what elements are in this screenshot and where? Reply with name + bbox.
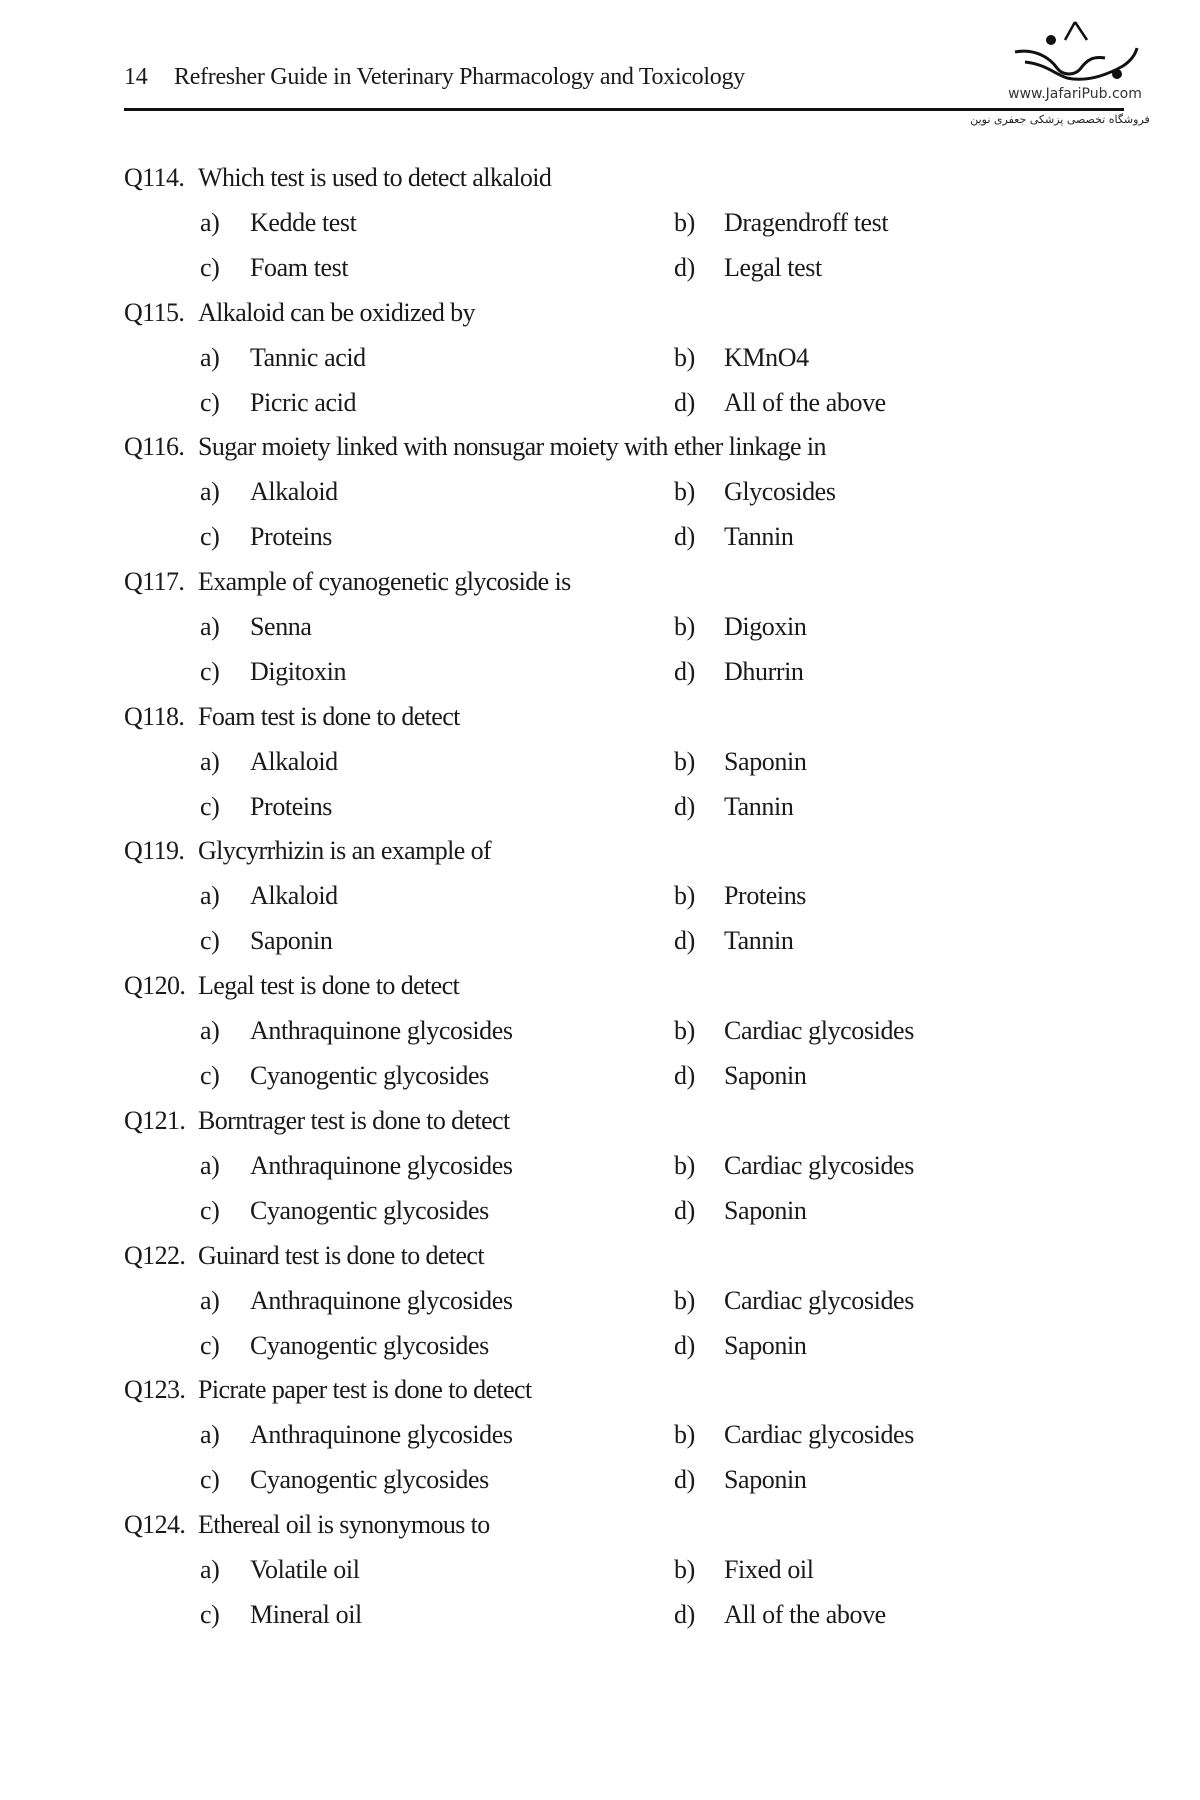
- option-row: [124, 1148, 1124, 1193]
- question-number: Q115.: [124, 297, 185, 327]
- answer-option: [200, 250, 348, 286]
- answer-option: [674, 519, 793, 555]
- question-text: Borntrager test is done to detect: [198, 1105, 510, 1135]
- option-text: Cyanogentic glycosides: [250, 1465, 489, 1495]
- option-text: Tannic acid: [250, 342, 366, 372]
- running-header: [124, 64, 745, 91]
- question-list: [124, 160, 1124, 1642]
- option-text: Proteins: [250, 791, 333, 821]
- option-label: d): [674, 1061, 695, 1091]
- option-text: Anthraquinone glycosides: [250, 1420, 513, 1450]
- option-label: a): [200, 1420, 220, 1450]
- question-stem: [124, 1507, 1124, 1552]
- option-text: Kedde test: [250, 208, 357, 237]
- option-label: b): [674, 1150, 695, 1180]
- answer-option: [200, 654, 346, 690]
- option-text: Fixed oil: [724, 1554, 814, 1584]
- option-text: Glycosides: [724, 477, 836, 507]
- question-stem: [124, 429, 1124, 474]
- option-text: Cardiac glycosides: [724, 1150, 914, 1180]
- question-stem: [124, 160, 1124, 205]
- answer-option: [200, 789, 332, 825]
- question-block: [124, 968, 1124, 1103]
- answer-option: [674, 1013, 914, 1049]
- option-row: [124, 744, 1124, 789]
- option-text: Cardiac glycosides: [724, 1016, 914, 1046]
- option-text: Dhurrin: [724, 657, 804, 687]
- option-label: a): [200, 1150, 220, 1180]
- answer-option: [200, 923, 332, 959]
- answer-option: [200, 609, 312, 645]
- question-block: [124, 1507, 1124, 1642]
- answer-option: [674, 744, 806, 780]
- question-stem: [124, 1103, 1124, 1148]
- question-stem: [124, 1372, 1124, 1417]
- question-block: [124, 699, 1124, 834]
- option-row: [124, 385, 1124, 430]
- answer-option: [674, 1552, 814, 1588]
- option-text: Saponin: [724, 1195, 807, 1225]
- question-stem: [124, 1238, 1124, 1283]
- option-label: d): [674, 1465, 695, 1495]
- question-stem: [124, 564, 1124, 609]
- question-text: Foam test is done to detect: [198, 701, 460, 731]
- option-row: [124, 789, 1124, 834]
- option-row: [124, 250, 1124, 295]
- option-row: [124, 654, 1124, 699]
- option-label: c): [200, 387, 220, 417]
- answer-option: [674, 1462, 806, 1498]
- option-label: a): [200, 746, 220, 776]
- option-text: Saponin: [724, 746, 807, 776]
- question-block: [124, 833, 1124, 968]
- publisher-logo: [995, 18, 1155, 108]
- option-text: Saponin: [724, 1061, 807, 1091]
- option-text: Picric acid: [250, 387, 357, 417]
- option-text: Digitoxin: [250, 657, 347, 687]
- option-label: b): [674, 1420, 695, 1450]
- option-row: [124, 1417, 1124, 1462]
- answer-option: [200, 519, 332, 555]
- question-stem: [124, 699, 1124, 744]
- answer-option: [674, 340, 809, 376]
- question-number: Q121.: [124, 1105, 186, 1135]
- question-number: Q114.: [124, 163, 185, 192]
- page-number: 14: [124, 64, 148, 90]
- question-text: Which test is used to detect alkaloid: [198, 163, 552, 192]
- answer-option: [674, 1193, 806, 1229]
- option-label: d): [674, 1330, 695, 1360]
- answer-option: [200, 1013, 513, 1049]
- option-text: Volatile oil: [250, 1554, 360, 1584]
- option-label: b): [674, 208, 695, 237]
- answer-option: [674, 1328, 806, 1364]
- answer-option: [674, 609, 806, 645]
- option-text: Digoxin: [724, 612, 807, 642]
- option-label: c): [200, 253, 220, 282]
- option-label: d): [674, 657, 695, 687]
- option-label: d): [674, 926, 695, 956]
- option-label: c): [200, 522, 220, 552]
- question-text: Picrate paper test is done to detect: [198, 1375, 532, 1405]
- option-label: b): [674, 1285, 695, 1315]
- option-text: All of the above: [724, 1599, 886, 1629]
- answer-option: [200, 205, 356, 241]
- option-label: c): [200, 926, 220, 956]
- answer-option: [200, 1552, 360, 1588]
- question-number: Q122.: [124, 1240, 186, 1270]
- option-label: b): [674, 746, 695, 776]
- option-label: a): [200, 612, 220, 642]
- question-text: Glycyrrhizin is an example of: [198, 836, 492, 866]
- option-text: Cyanogentic glycosides: [250, 1330, 489, 1360]
- question-number: Q116.: [124, 432, 185, 462]
- option-row: [124, 519, 1124, 564]
- option-row: [124, 340, 1124, 385]
- option-text: Cardiac glycosides: [724, 1420, 914, 1450]
- question-text: Ethereal oil is synonymous to: [198, 1509, 490, 1539]
- option-label: b): [674, 1554, 695, 1584]
- option-label: c): [200, 1061, 220, 1091]
- answer-option: [200, 1058, 489, 1094]
- answer-option: [200, 1328, 489, 1364]
- option-label: d): [674, 522, 695, 552]
- option-text: Saponin: [250, 926, 333, 956]
- option-text: Tannin: [724, 926, 794, 956]
- option-text: Anthraquinone glycosides: [250, 1150, 513, 1180]
- answer-option: [200, 340, 366, 376]
- option-row: [124, 609, 1124, 654]
- option-label: b): [674, 342, 695, 372]
- option-text: Saponin: [724, 1465, 807, 1495]
- answer-option: [674, 474, 836, 510]
- option-label: a): [200, 342, 220, 372]
- jafari-calligraphy-logo-icon: [995, 18, 1155, 88]
- option-text: All of the above: [724, 387, 886, 417]
- question-number: Q119.: [124, 836, 185, 866]
- book-title: Refresher Guide in Veterinary Pharmacology and Toxicology: [174, 64, 745, 90]
- option-label: d): [674, 387, 695, 417]
- option-text: Cyanogentic glycosides: [250, 1195, 489, 1225]
- answer-option: [200, 1193, 489, 1229]
- publisher-url: www.JafariPub.com: [1008, 86, 1142, 102]
- option-text: Cyanogentic glycosides: [250, 1061, 489, 1091]
- option-row: [124, 1058, 1124, 1103]
- option-row: [124, 1552, 1124, 1597]
- option-label: b): [674, 881, 695, 911]
- answer-option: [674, 878, 806, 914]
- answer-option: [674, 1148, 914, 1184]
- answer-option: [200, 385, 356, 421]
- option-text: Senna: [250, 612, 312, 642]
- answer-option: [200, 1462, 489, 1498]
- option-text: KMnO4: [724, 342, 809, 372]
- question-number: Q118.: [124, 701, 185, 731]
- question-stem: [124, 968, 1124, 1013]
- question-block: [124, 564, 1124, 699]
- option-label: d): [674, 791, 695, 821]
- option-text: Tannin: [724, 522, 794, 552]
- option-label: d): [674, 1195, 695, 1225]
- answer-option: [200, 1148, 513, 1184]
- option-text: Proteins: [250, 522, 333, 552]
- answer-option: [200, 474, 338, 510]
- answer-option: [200, 1283, 513, 1319]
- answer-option: [674, 1283, 914, 1319]
- option-row: [124, 1328, 1124, 1373]
- answer-option: [674, 1058, 806, 1094]
- question-block: [124, 1103, 1124, 1238]
- answer-option: [674, 250, 822, 286]
- option-text: Cardiac glycosides: [724, 1285, 914, 1315]
- option-row: [124, 878, 1124, 923]
- question-block: [124, 429, 1124, 564]
- option-label: c): [200, 1465, 220, 1495]
- option-label: d): [674, 253, 695, 282]
- answer-option: [200, 878, 338, 914]
- publisher-shop-text: فروشگاه تخصصی پزشکی جعفری نوین: [970, 113, 1150, 126]
- option-label: c): [200, 657, 220, 687]
- option-text: Alkaloid: [250, 746, 338, 776]
- option-text: Legal test: [724, 253, 822, 282]
- question-number: Q123.: [124, 1375, 186, 1405]
- option-label: c): [200, 1599, 220, 1629]
- option-label: d): [674, 1599, 695, 1629]
- option-label: b): [674, 477, 695, 507]
- option-label: b): [674, 612, 695, 642]
- option-label: c): [200, 1195, 220, 1225]
- question-text: Example of cyanogenetic glycoside is: [198, 567, 571, 597]
- answer-option: [200, 744, 338, 780]
- option-row: [124, 1013, 1124, 1058]
- option-text: Proteins: [724, 881, 807, 911]
- answer-option: [674, 385, 886, 421]
- option-row: [124, 1597, 1124, 1642]
- answer-option: [200, 1417, 513, 1453]
- option-text: Saponin: [724, 1330, 807, 1360]
- question-text: Sugar moiety linked with nonsugar moiety with ether linkage in: [198, 432, 826, 462]
- question-stem: [124, 833, 1124, 878]
- answer-option: [674, 205, 888, 241]
- option-label: a): [200, 881, 220, 911]
- option-label: c): [200, 791, 220, 821]
- option-label: c): [200, 1330, 220, 1360]
- option-text: Tannin: [724, 791, 794, 821]
- answer-option: [674, 923, 793, 959]
- question-number: Q117.: [124, 567, 185, 597]
- question-text: Guinard test is done to detect: [198, 1240, 484, 1270]
- option-label: a): [200, 208, 220, 237]
- option-row: [124, 205, 1124, 250]
- option-row: [124, 923, 1124, 968]
- option-label: a): [200, 477, 220, 507]
- option-label: a): [200, 1554, 220, 1584]
- option-text: Mineral oil: [250, 1599, 362, 1629]
- option-text: Alkaloid: [250, 881, 338, 911]
- question-block: [124, 295, 1124, 430]
- question-block: [124, 160, 1124, 295]
- answer-option: [674, 654, 804, 690]
- question-stem: [124, 295, 1124, 340]
- option-label: b): [674, 1016, 695, 1046]
- question-number: Q124.: [124, 1509, 186, 1539]
- question-block: [124, 1238, 1124, 1373]
- option-row: [124, 1193, 1124, 1238]
- answer-option: [674, 1417, 914, 1453]
- answer-option: [674, 789, 793, 825]
- answer-option: [200, 1597, 362, 1633]
- option-text: Foam test: [250, 253, 349, 282]
- option-label: a): [200, 1016, 220, 1046]
- option-text: Alkaloid: [250, 477, 338, 507]
- option-row: [124, 1462, 1124, 1507]
- option-text: Anthraquinone glycosides: [250, 1285, 513, 1315]
- question-text: Legal test is done to detect: [198, 971, 460, 1001]
- option-text: Dragendroff test: [724, 208, 889, 237]
- option-text: Anthraquinone glycosides: [250, 1016, 513, 1046]
- option-row: [124, 474, 1124, 519]
- option-row: [124, 1283, 1124, 1328]
- question-number: Q120.: [124, 971, 186, 1001]
- header-rule: [124, 108, 1124, 111]
- question-block: [124, 1372, 1124, 1507]
- question-text: Alkaloid can be oxidized by: [198, 297, 475, 327]
- answer-option: [674, 1597, 886, 1633]
- option-label: a): [200, 1285, 220, 1315]
